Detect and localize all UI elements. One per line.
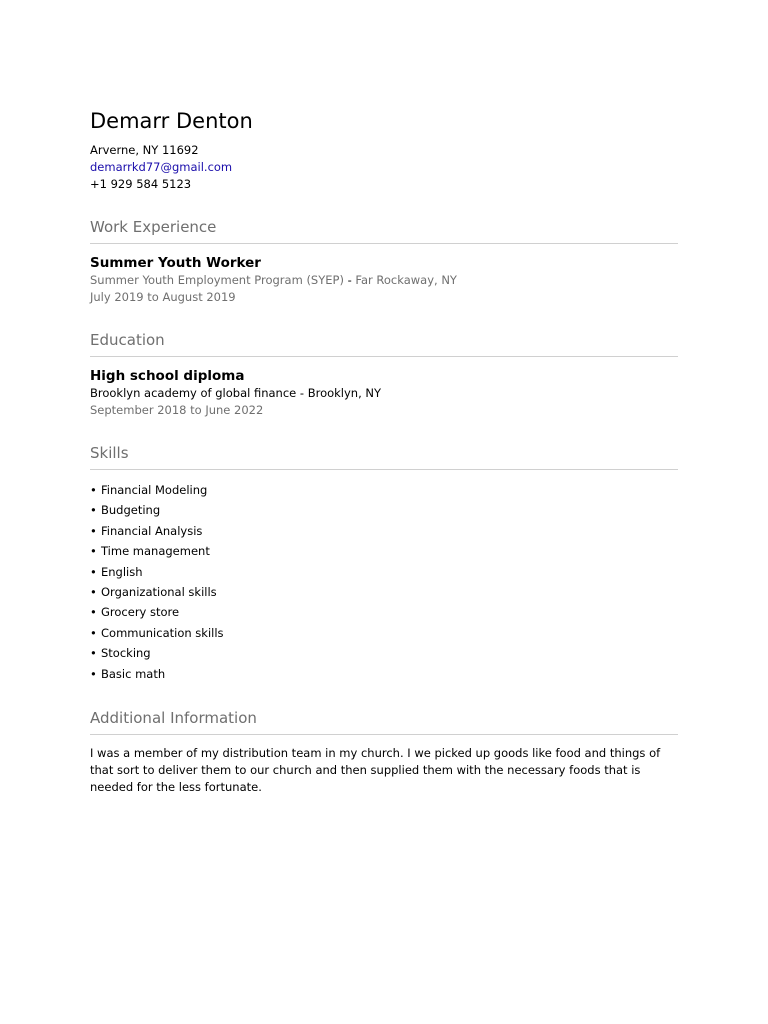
resume-header: [90, 108, 678, 193]
skill-label: Grocery store: [101, 605, 180, 620]
education-degree: High school diploma: [90, 368, 245, 384]
candidate-location: Arverne, NY 11692: [90, 143, 199, 157]
skill-label: Communication skills: [101, 625, 224, 640]
work-experience-section: [90, 217, 678, 306]
bullet-icon: •: [90, 666, 97, 681]
bullet-icon: •: [90, 503, 97, 518]
list-item: [90, 541, 678, 561]
job-employer-line: [90, 272, 678, 289]
bullet-icon: •: [90, 625, 97, 640]
resume-document: [90, 108, 678, 796]
bullet-icon: •: [90, 483, 97, 497]
job-title: Summer Youth Worker: [90, 255, 261, 271]
list-item: [90, 664, 678, 684]
bullet-icon: •: [90, 585, 97, 600]
job-employer: Summer Youth Employment Program (SYEP): [90, 273, 344, 287]
additional-information-section: [90, 708, 678, 796]
education-school: Brooklyn academy of global finance: [90, 386, 297, 400]
skill-label: English: [101, 564, 143, 579]
list-item: [90, 480, 678, 500]
job-location: Far Rockaway, NY: [355, 273, 457, 287]
bullet-icon: •: [90, 605, 97, 620]
list-item: [90, 643, 678, 663]
list-item: [90, 500, 678, 520]
candidate-email-link[interactable]: demarrkd77@gmail.com: [90, 160, 233, 174]
skill-label: Financial Modeling: [101, 483, 208, 497]
education-heading: Education: [90, 330, 678, 357]
skill-label: Time management: [101, 544, 210, 559]
list-item: [90, 623, 678, 643]
list-item: [90, 562, 678, 582]
work-experience-heading: Work Experience: [90, 217, 678, 244]
candidate-phone: +1 929 584 5123: [90, 177, 192, 191]
list-item: [90, 602, 678, 622]
additional-information-heading: Additional Information: [90, 708, 678, 735]
skill-label: Stocking: [101, 646, 151, 661]
skill-label: Basic math: [101, 666, 166, 681]
education-entry: [90, 367, 678, 419]
skills-list: [90, 480, 678, 684]
education-dates: September 2018 to June 2022: [90, 403, 264, 417]
skills-heading: Skills: [90, 443, 678, 470]
list-item: [90, 582, 678, 602]
skills-section: [90, 443, 678, 684]
education-location: Brooklyn, NY: [307, 386, 382, 400]
additional-information-text: I was a member of my distribution team in my church. I we picked up goods like food and things of that sort to deliver them to our church and then supplied them with the necessary foods that is needed for the less fortunate.: [90, 746, 661, 795]
bullet-icon: •: [90, 544, 97, 559]
job-dates: July 2019 to August 2019: [90, 290, 236, 304]
skill-label: Organizational skills: [101, 585, 217, 600]
education-section: [90, 330, 678, 419]
candidate-name: Demarr Denton: [90, 109, 253, 133]
education-school-line: [90, 385, 678, 402]
bullet-icon: •: [90, 523, 97, 538]
bullet-icon: •: [90, 646, 97, 661]
skill-label: Budgeting: [101, 503, 161, 518]
list-item: [90, 521, 678, 541]
bullet-icon: •: [90, 564, 97, 579]
job-separator: -: [343, 273, 356, 287]
education-separator: -: [296, 386, 308, 400]
skill-label: Financial Analysis: [101, 523, 203, 538]
job-entry: [90, 254, 678, 306]
